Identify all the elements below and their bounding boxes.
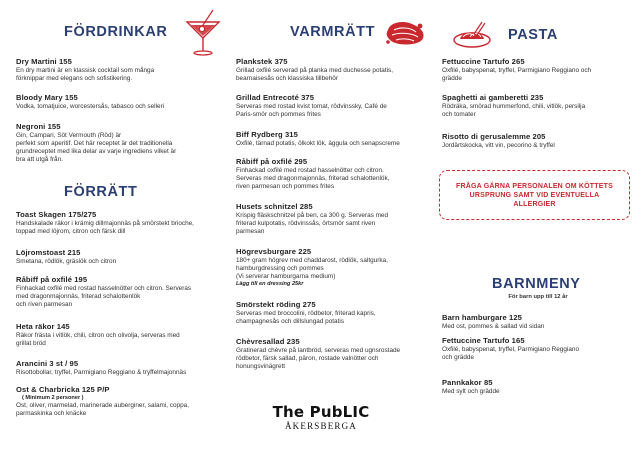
restaurant-logo [262,404,380,431]
allergy-notice-text: FRÅGA GÄRNA PERSONALEN OM KÖTTETS URSPRUNG SAMT VID EVENTUELLA ALLERGIER [456,182,613,208]
item-desc: grundreceptet med lika delar av varje ingrediens vilket är [16,148,177,156]
item-desc: grillat bröd [16,339,46,347]
item-desc: Grillad oxfilé serverad på planka med duchesse potatis, [236,66,394,74]
item-desc: Risottobollar, tryffel, Parmigiano Reggiano & tryffelmajonnäs [16,368,187,376]
item-name: Pannkakor 85 [442,378,493,387]
item-name: Råbiff på oxfilé 195 [16,275,88,284]
menu-item [16,322,224,348]
item-desc: En dry martini är en klassisk cocktail som många [16,66,155,74]
item-name: Biff Rydberg 315 [236,130,298,139]
menu-item [16,359,224,377]
item-desc: med dragonmajonnäs, friterad schalottenlök [16,292,141,300]
item-note: ( Minimum 2 personer ) [22,394,84,401]
item-name: Dry Martini 155 [16,57,72,66]
item-desc: rödbetor, färsk sallad, päron, rostade valnötter och [236,354,379,362]
menu-item [16,210,224,236]
item-desc: Jordärtskocka, vitt vin, pecorino & tryffel [442,141,555,149]
item-desc: Med sylt och grädde [442,387,500,395]
menu-item [236,247,432,288]
forratt-heading: FÖRRÄTT [64,184,138,200]
spaghetti-plate-icon [452,20,492,50]
item-name: Plankstek 375 [236,57,288,66]
item-desc: Gin, Campari, Söt Vermouth (Röd) är [16,131,122,139]
item-desc: Gratinerad chèvre på lantbröd, serveras med ugnsrostade [236,346,401,354]
item-desc: (Vi serverar hamburgarna medium) [236,273,336,281]
item-desc: perfekt som aperitif. Det här receptet är det traditionella [16,139,173,147]
varmratt-heading: VARMRÄTT [290,24,376,40]
pasta-heading: PASTA [508,27,558,43]
item-name: Grillad Entrecoté 375 [236,93,315,102]
barnmeny-subtitle: För barn upp till 12 år [508,294,568,300]
item-desc: och tomater [442,110,476,118]
item-name: Spaghetti ai gamberetti 235 [442,93,544,102]
item-desc: Oxfilé, babyspenat, tryffel, Parmigiano Reggiano [442,345,580,353]
steak-icon [382,18,430,48]
item-desc: Serveras med rostad kvist tomat, rödvinssky, Café de [236,102,387,110]
item-desc: Finhackad oxfilé med rostad hasselnötter och citron. [236,166,384,174]
item-name: Chèvresallad 235 [236,337,300,346]
item-name: Råbiff på oxfilé 295 [236,157,308,166]
item-note: Lägg till en dressing 25kr [236,281,304,288]
item-desc: och grädde [442,353,474,361]
menu-item [236,157,432,191]
item-name: Heta räkor 145 [16,322,70,331]
item-name: Toast Skagen 175/275 [16,210,97,219]
fordrinkar-heading: FÖRDRINKAR [64,24,168,40]
item-desc: Serveras med dragonmajonnäs, friterad schalottenlök, [236,174,390,182]
item-desc: Rödräka, smörad hummerfond, chili, vitlök, persilja [442,102,586,110]
menu-item [442,313,634,331]
item-desc: hamburgdressing och pommes [236,264,324,272]
item-name: Risotto di gerusalemme 205 [442,132,546,141]
item-name: Högrevsburgare 225 [236,247,312,256]
item-desc: parmesan [236,228,265,236]
logo-name: The PubLIC [272,403,370,421]
item-name: Fettuccine Tartufo 265 [442,57,525,66]
item-desc: Finhackad oxfilé med rostad hasselnötter och citron. Serveras [16,284,192,292]
item-desc: grädde [442,74,462,82]
item-name: Bloody Mary 155 [16,93,78,102]
menu-item [236,57,432,83]
item-name: Negroni 155 [16,122,61,131]
menu-item [442,336,634,362]
item-desc: Med ost, pommes & sallad vid sidan [442,322,545,330]
item-desc: 180+ gram högrev med chaddarost, rödlök, saltgurka, [236,256,388,264]
item-name: Smörstekt röding 275 [236,300,316,309]
item-name: Fettuccine Tartufo 165 [442,336,525,345]
menu-item [16,57,224,83]
menu-item [16,248,224,266]
martini-icon [183,8,223,58]
item-desc: förknippar med elegans och sofistikering. [16,74,133,82]
menu-item [236,337,432,371]
menu-item [16,93,224,111]
item-name: Ost & Charbricka 125 P/P [16,385,110,394]
item-desc: bearnaisesås och klassiska tillbehör [236,74,338,82]
menu-item [442,93,634,119]
menu-item [16,122,224,165]
menu-item [16,275,224,309]
item-name: Barn hamburgare 125 [442,313,522,322]
item-desc: och riven parmesan [16,301,73,309]
menu-item [442,378,634,396]
item-desc: Oxfilé, tärnad potatis, ölkokt lök, äggula och senapscreme [236,139,400,147]
item-desc: Smetana, rödlök, gräslök och citron [16,257,117,265]
item-desc: friterad kulpotatis, rödvinssås, örtsmör samt riven [236,219,376,227]
menu-item [16,385,224,418]
item-desc: Räkor frästa i vitlök, chili, citron och olivolja, serveras med [16,331,180,339]
menu-item [236,93,432,119]
menu-item [442,132,634,150]
allergy-notice [439,170,630,220]
item-desc: riven parmesan och pommes frites [236,183,335,191]
item-desc: honungsvinägrett [236,363,286,371]
menu-item [236,300,432,326]
item-desc: toppad med löjrom, citron och färsk dill [16,227,126,235]
item-name: Arancini 3 st / 95 [16,359,79,368]
item-desc: Oxfilé, babyspenat, tryffel, Parmigiano Reggiano och [442,66,592,74]
item-desc: Serveras med broccolini, rödbetor, friterad kapris, [236,309,376,317]
menu-item [236,130,432,148]
item-desc: Krispig fläskschnitzel på ben, ca 300 g. Serveras med [236,211,389,219]
item-desc: Paris-smör och pommes frites [236,110,321,118]
item-desc: Vodka, tomatjuice, worcestersås, tabasco och selleri [16,102,165,110]
menu-item [442,57,634,83]
logo-place: ÅKERSBERGA [284,421,357,431]
barnmeny-heading: BARNMENY [492,276,581,292]
item-desc: bra att utgå från. [16,156,63,164]
item-desc: Ost, oliver, marmelad, marinerade auberginer, salami, coppa, [16,401,189,409]
menu-item [236,202,432,236]
item-name: Löjromstoast 215 [16,248,81,257]
item-desc: champagnesås och dillslungad potatis [236,317,345,325]
item-desc: Handskalade räkor i krämig dillmajonnäs på smörstekt brioche, [16,219,194,227]
item-desc: parmaskinka och knäcke [16,409,87,417]
item-name: Husets schnitzel 285 [236,202,313,211]
